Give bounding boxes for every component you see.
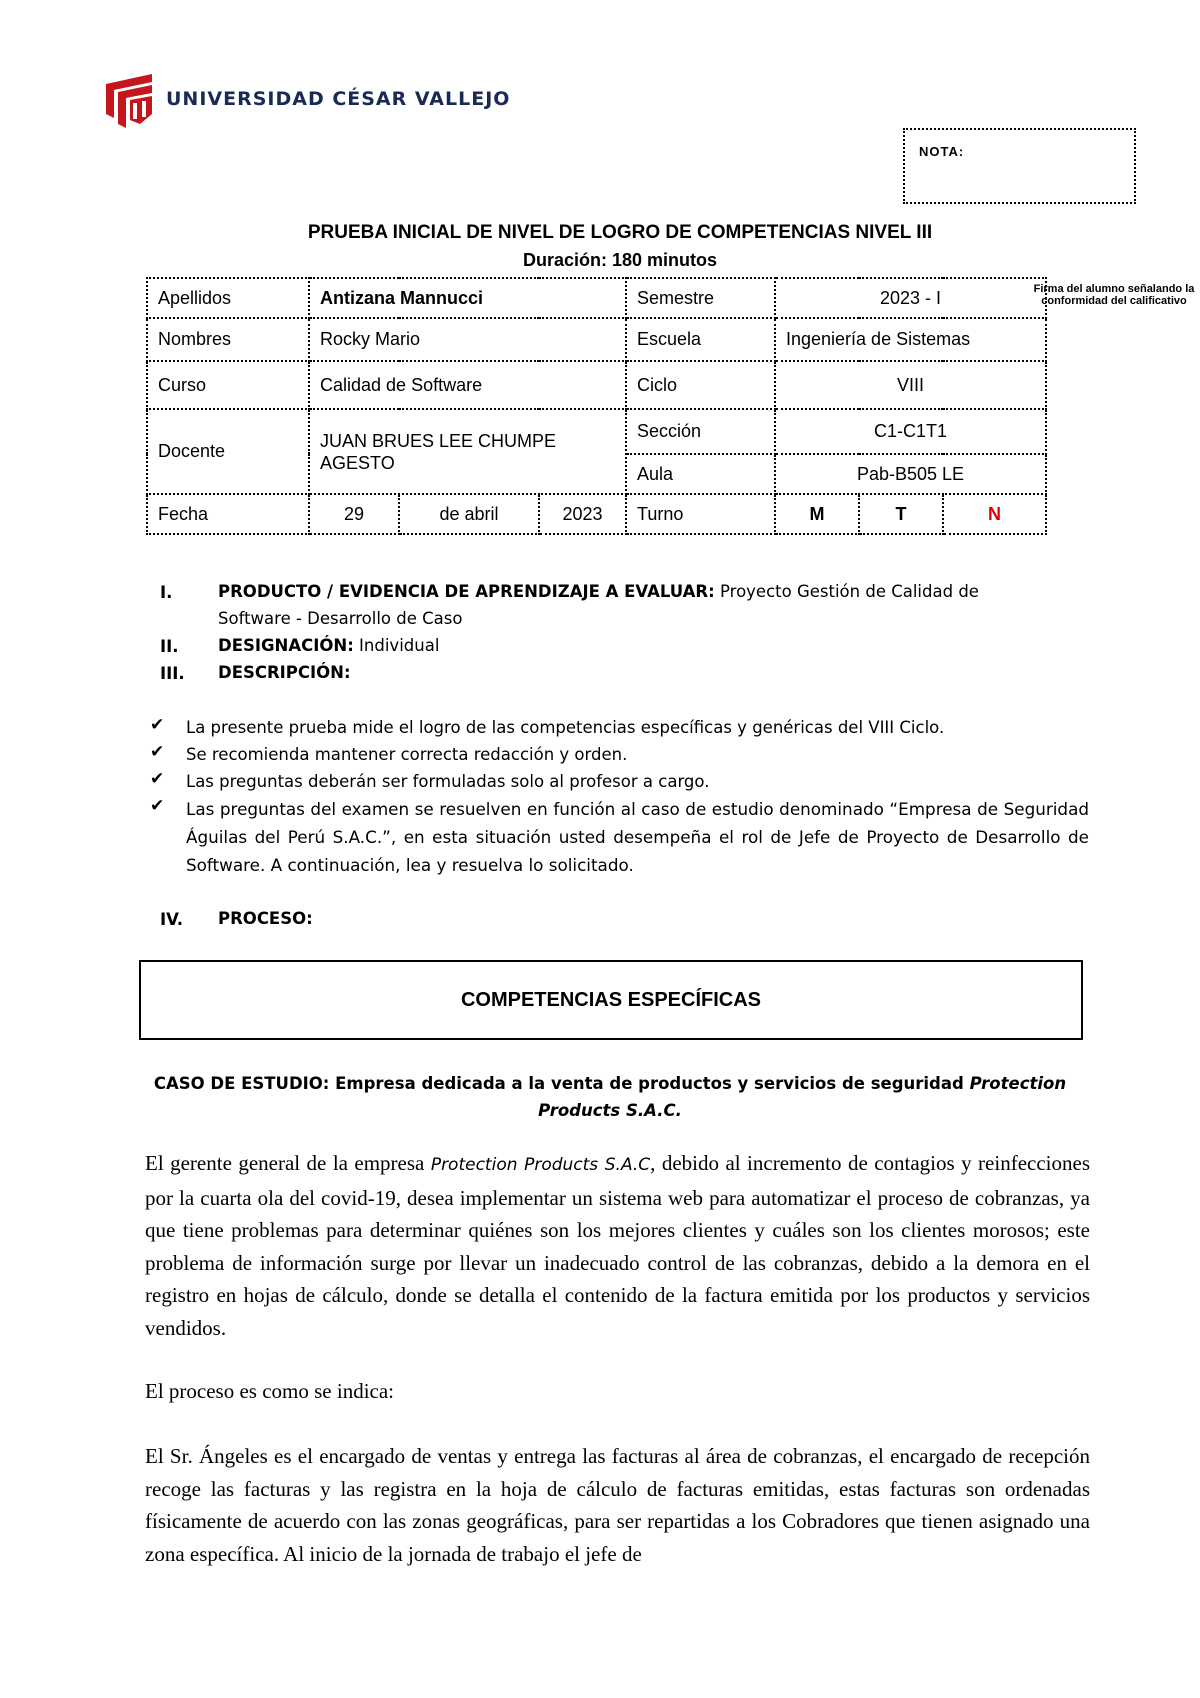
nota-box: [903, 128, 1136, 204]
seccion-value: C1-C1T1: [775, 409, 1046, 454]
paragraph-1-company: Protection Products S.A.C: [430, 1155, 651, 1175]
section-ii-value: Individual: [359, 636, 440, 655]
section-iv-number: IV.: [160, 910, 184, 929]
check-icon: ✔: [150, 796, 165, 816]
nombres-value: Rocky Mario: [309, 318, 626, 361]
check-icon: ✔: [150, 742, 165, 762]
semestre-value: 2023 - I: [775, 278, 1046, 318]
section-iii-text: [218, 659, 1038, 686]
section-i-value-b: Software - Desarrollo de Caso: [218, 609, 463, 628]
aula-label: Aula: [626, 454, 775, 494]
nombres-label: Nombres: [147, 318, 309, 361]
section-ii-text: [218, 632, 1038, 659]
section-iii-label: DESCRIPCIÓN:: [218, 663, 351, 682]
section-iii-number: III.: [160, 664, 185, 683]
university-logo-icon: [104, 74, 154, 128]
section-i-label: PRODUCTO / EVIDENCIA DE APRENDIZAJE A EVALUAR:: [218, 582, 715, 601]
section-ii-label: DESIGNACIÓN:: [218, 636, 354, 655]
aula-value: Pab-B505 LE: [775, 454, 1046, 494]
turno-label: Turno: [626, 494, 775, 534]
section-ii-number: II.: [160, 637, 179, 656]
page-title: PRUEBA INICIAL DE NIVEL DE LOGRO DE COMPETENCIAS NIVEL III: [307, 222, 933, 243]
bullet-4: Las preguntas del examen se resuelven en función al caso de estudio denominado “Empresa de Seguridad Águilas del Perú S.A.C.”, en esta situación usted desempeña el rol de Jefe de Proyecto de Desarrollo de Software. A continuación, lea y resuelva lo solicitado.: [186, 799, 1089, 875]
paragraph-1-a: El gerente general de la empresa: [145, 1151, 431, 1175]
caso-heading: [140, 1070, 1080, 1124]
apellidos-label: Apellidos: [147, 278, 309, 318]
bullet-2: Se recomienda mantener correcta redacción y orden.: [186, 745, 628, 764]
semestre-label: Semestre: [626, 278, 775, 318]
paragraph-3: El Sr. Ángeles es el encargado de ventas y entrega las facturas al área de cobranzas, el encargado de recepción recoge las facturas y las registra en la hoja de cálculo de facturas emitidas, estas facturas son ordenadas físicamente de acuerdo con las zonas geográficas, para ser repartidas a los Cobradores que tienen asignado una zona específica. Al inicio de la jornada de trabajo el jefe de: [145, 1444, 1090, 1566]
fecha-dia: 29: [309, 494, 399, 534]
ciclo-value: VIII: [775, 361, 1046, 409]
university-name: UNIVERSIDAD CÉSAR VALLEJO: [166, 88, 511, 110]
curso-value: Calidad de Software: [309, 361, 626, 409]
page-subtitle: Duración: 180 minutos: [522, 250, 718, 270]
paragraph-2: El proceso es como se indica:: [145, 1379, 395, 1403]
turno-n: N: [943, 494, 1046, 534]
turno-m: M: [775, 494, 859, 534]
curso-label: Curso: [147, 361, 309, 409]
student-info-table: [146, 277, 1047, 535]
bullet-3: Las preguntas deberán ser formuladas solo al profesor a cargo.: [186, 772, 710, 791]
section-i-text: [218, 578, 1038, 632]
paragraph-1-b: , debido al incremento de contagios y reinfecciones por la cuarta ola del covid-19, desea implementar un sistema web para automatizar el proceso de cobranzas, ya que tiene problemas para determinar quiénes son los mejores clientes y cuáles son los clientes morosos; este problema de información surge por llevar un inadecuado control de las cobranzas, debido a la demora en el registro en hojas de cálculo, donde se detalla el contenido de la factura emitida por los productos y servicios vendidos.: [145, 1151, 1090, 1340]
escuela-value: Ingeniería de Sistemas: [775, 318, 1046, 361]
bullet-1: La presente prueba mide el logro de las competencias específicas y genéricas del VIII Ciclo.: [186, 718, 945, 737]
section-iv-label: PROCESO:: [218, 909, 313, 928]
check-icon: ✔: [150, 715, 165, 735]
section-i-value-a: Proyecto Gestión de Calidad de: [719, 582, 979, 601]
section-iv-text: [218, 905, 1038, 932]
firma-note: Firma del alumno señalando la conformidad del calificativo: [1033, 283, 1195, 307]
docente-label: Docente: [147, 409, 309, 494]
docente-value: JUAN BRUES LEE CHUMPE AGESTO: [309, 409, 626, 494]
ciclo-label: Ciclo: [626, 361, 775, 409]
apellidos-value: Antizana Mannucci: [309, 278, 626, 318]
caso-company: Protection Products S.A.C.: [538, 1074, 1067, 1120]
turno-t: T: [859, 494, 943, 534]
escuela-label: Escuela: [626, 318, 775, 361]
check-icon: ✔: [150, 769, 165, 789]
section-i-number: I.: [160, 583, 173, 602]
paragraph-1: [145, 1147, 1090, 1344]
competencias-box: [139, 960, 1083, 1040]
fecha-label: Fecha: [147, 494, 309, 534]
competencias-title: COMPETENCIAS ESPECÍFICAS: [460, 988, 762, 1011]
seccion-label: Sección: [626, 409, 775, 454]
fecha-anio: 2023: [539, 494, 626, 534]
fecha-mes: de abril: [399, 494, 539, 534]
caso-prefix: CASO DE ESTUDIO: Empresa dedicada a la venta de productos y servicios de seguridad: [153, 1074, 970, 1093]
nota-label: NOTA:: [919, 144, 965, 159]
